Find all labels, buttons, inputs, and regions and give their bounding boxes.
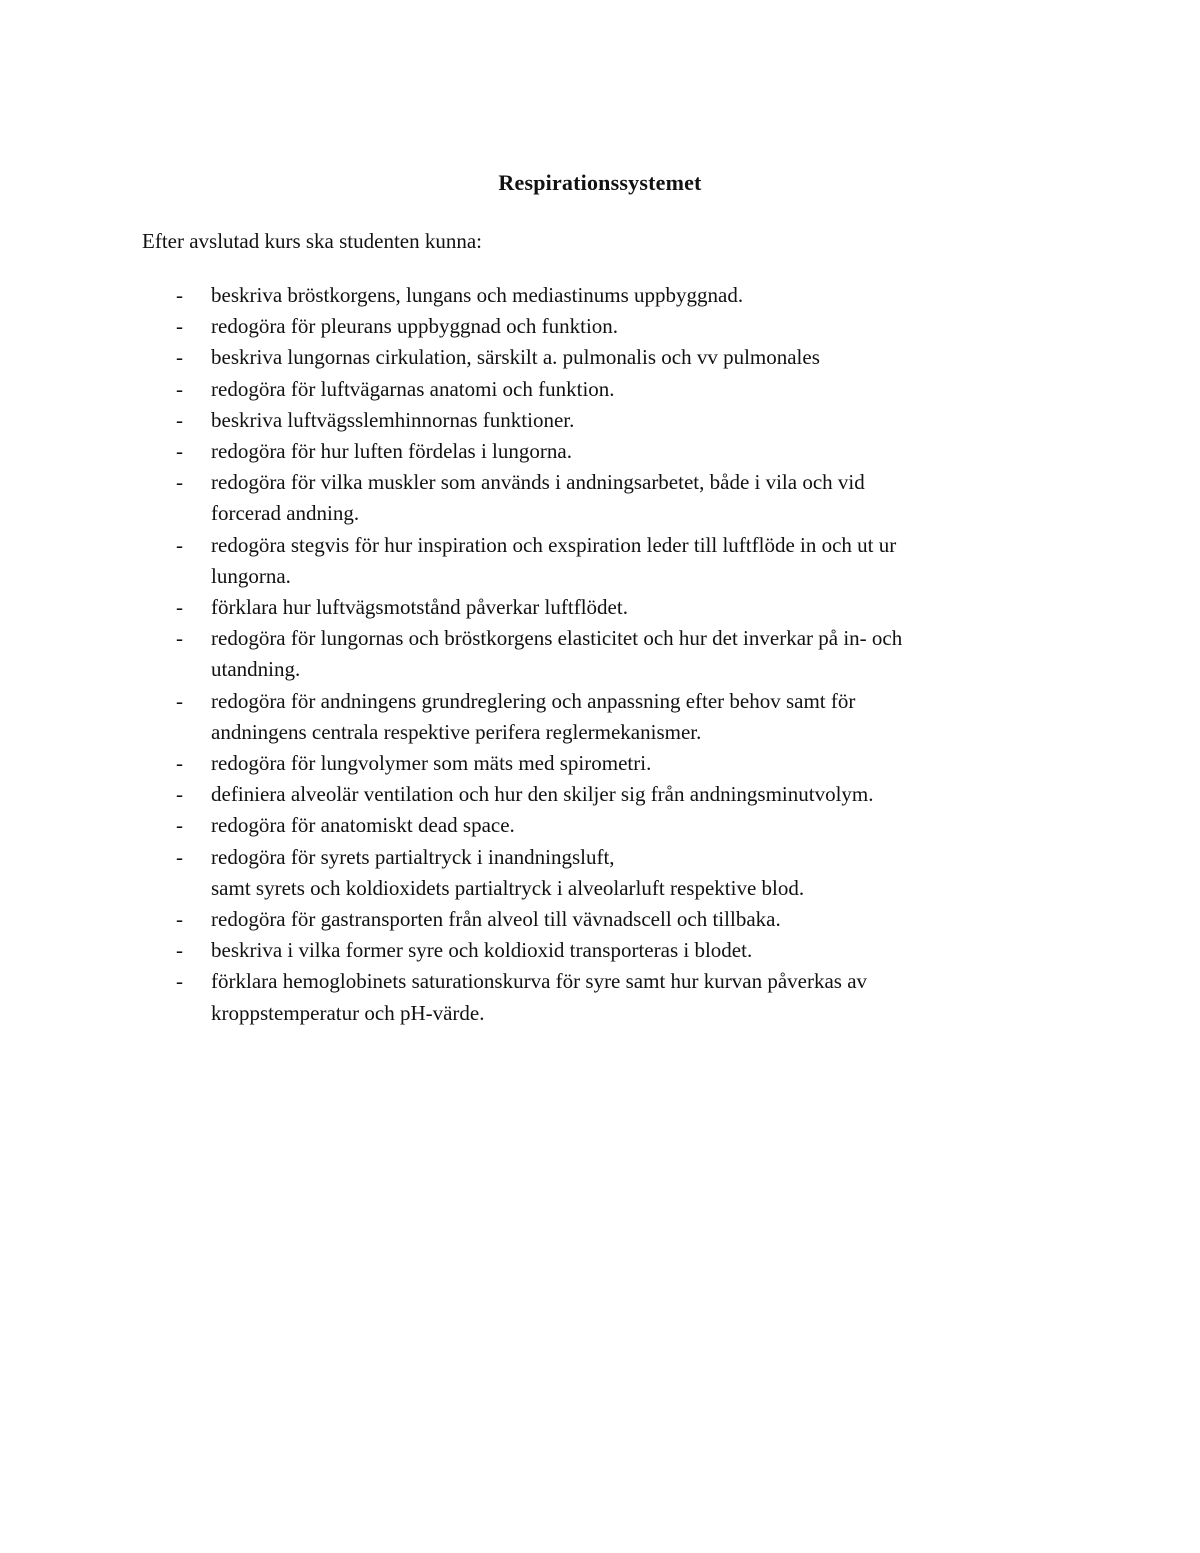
- objective-text: andningens centrala respektive perifera reglermekanismer.: [211, 719, 702, 744]
- list-item: [142, 405, 1022, 436]
- learning-objectives-list: [142, 280, 1022, 1029]
- bullet-dash: -: [176, 283, 183, 307]
- document-title: Respirationssystemet: [498, 170, 702, 195]
- list-item: [142, 904, 1022, 935]
- list-item: [142, 467, 1022, 529]
- list-item: [142, 810, 1022, 841]
- objective-text: redogöra för pleurans uppbyggnad och funktion.: [211, 314, 619, 339]
- bullet-dash: -: [176, 532, 183, 557]
- list-item: [142, 842, 1022, 904]
- bullet-dash: -: [176, 345, 183, 370]
- list-item: [142, 686, 1022, 748]
- list-item: [142, 748, 1022, 779]
- list-item: [142, 935, 1022, 966]
- objective-text: beskriva i vilka former syre och koldioxid transporteras i blodet.: [211, 938, 753, 963]
- list-item: [142, 311, 1022, 342]
- objective-text: redogöra för anatomiskt dead space.: [211, 813, 515, 838]
- objective-text: forcerad andning.: [211, 501, 360, 526]
- list-item: [142, 436, 1022, 467]
- bullet-dash: -: [176, 626, 183, 651]
- objective-text: utandning.: [211, 657, 301, 682]
- objective-text: lungorna.: [211, 563, 291, 588]
- intro-text: Efter avslutad kurs ska studenten kunna:: [142, 229, 482, 253]
- objective-text: redogöra stegvis för hur inspiration och exspiration leder till luftflöde in och ut ur: [211, 532, 897, 557]
- objective-text: kroppstemperatur och pH-värde.: [211, 1000, 485, 1025]
- list-item: [142, 280, 1022, 311]
- bullet-dash: -: [176, 407, 183, 432]
- objective-text: beskriva luftvägsslemhinnornas funktioner.: [211, 407, 575, 432]
- bullet-dash: -: [176, 969, 183, 994]
- bullet-dash: -: [176, 470, 183, 495]
- objective-text: redogöra för luftvägarnas anatomi och funktion.: [211, 376, 615, 401]
- bullet-dash: -: [176, 813, 183, 838]
- objective-text: redogöra för syrets partialtryck i inandningsluft,: [211, 844, 615, 869]
- list-item: [142, 342, 1022, 373]
- list-item: [142, 779, 1022, 810]
- objective-text: redogöra för andningens grundreglering och anpassning efter behov samt för: [211, 688, 856, 713]
- list-item: [142, 374, 1022, 405]
- list-item: [142, 530, 1022, 592]
- objective-text: redogöra för hur luften fördelas i lungorna.: [211, 439, 572, 464]
- objective-text: redogöra för gastransporten från alveol till vävnadscell och tillbaka.: [211, 907, 781, 932]
- objective-text: beskriva lungornas cirkulation, särskilt a. pulmonalis och vv pulmonales: [211, 345, 820, 370]
- list-item: [142, 966, 1022, 1028]
- bullet-dash: -: [176, 314, 183, 339]
- bullet-dash: -: [176, 844, 183, 869]
- bullet-dash: -: [176, 751, 183, 776]
- objective-text: förklara hemoglobinets saturationskurva för syre samt hur kurvan påverkas av: [211, 969, 868, 994]
- bullet-dash: -: [176, 688, 183, 713]
- objective-text: definiera alveolär ventilation och hur den skiljer sig från andningsminutvolym.: [211, 782, 874, 807]
- objective-text: beskriva bröstkorgens, lungans och mediastinums uppbyggnad.: [211, 283, 744, 307]
- bullet-dash: -: [176, 439, 183, 464]
- objective-text: redogöra för lungornas och bröstkorgens elasticitet och hur det inverkar på in- och: [211, 626, 903, 651]
- list-item: [142, 623, 1022, 685]
- bullet-dash: -: [176, 938, 183, 963]
- bullet-dash: -: [176, 595, 183, 620]
- bullet-dash: -: [176, 782, 183, 807]
- objective-text: samt syrets och koldioxidets partialtryck i alveolarluft respektive blod.: [211, 875, 805, 900]
- bullet-dash: -: [176, 907, 183, 932]
- objective-text: förklara hur luftvägsmotstånd påverkar luftflödet.: [211, 595, 628, 620]
- objective-text: redogöra för vilka muskler som används i andningsarbetet, både i vila och vid: [211, 470, 865, 495]
- bullet-dash: -: [176, 376, 183, 401]
- list-item: [142, 592, 1022, 623]
- objective-text: redogöra för lungvolymer som mäts med spirometri.: [211, 751, 652, 776]
